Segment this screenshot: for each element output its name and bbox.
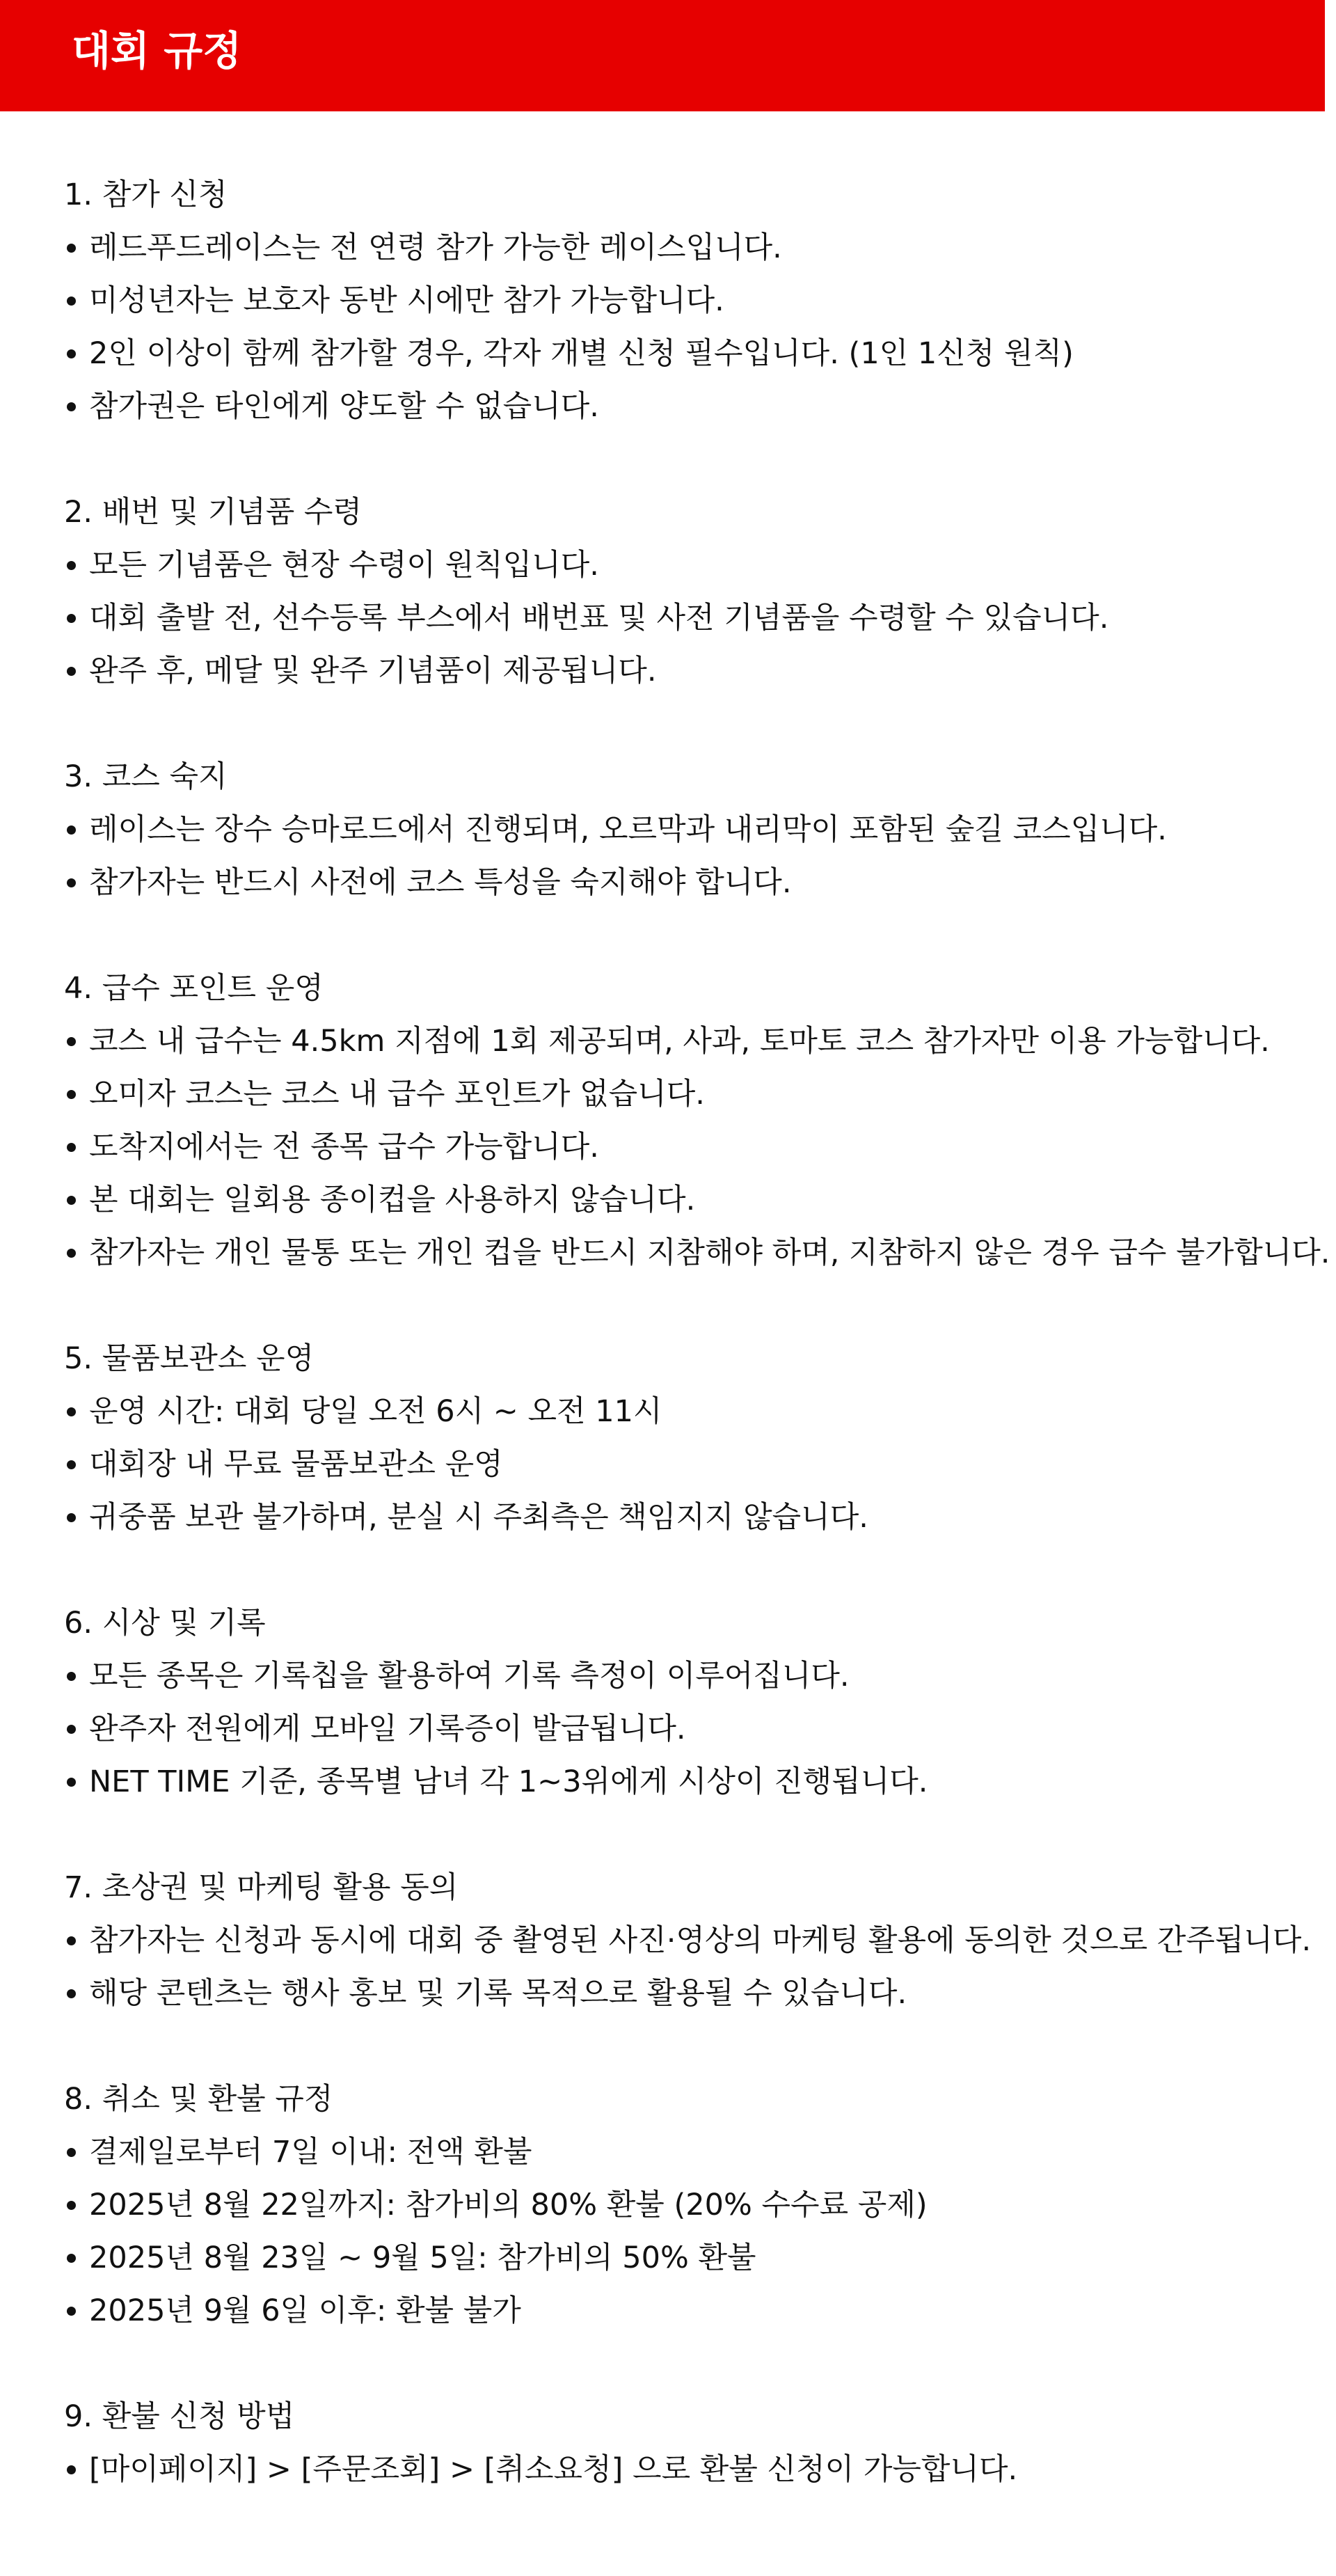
bullet-icon	[67, 2465, 76, 2474]
rule-item-text: 미성년자는 보호자 동반 시에만 참가 가능합니다.	[89, 283, 724, 318]
bullet-icon	[67, 349, 76, 358]
rule-section	[64, 1861, 1317, 2020]
rule-section	[64, 2390, 1317, 2496]
section-title: 5. 물품보관소 운영	[64, 1341, 315, 1376]
section-title: 4. 급수 포인트 운영	[64, 971, 324, 1006]
rule-item	[64, 856, 1317, 909]
rule-item	[64, 1650, 1317, 1702]
rule-item	[64, 274, 1317, 327]
rule-section	[64, 168, 1317, 433]
bullet-icon	[67, 1249, 76, 1258]
rule-item	[64, 1174, 1317, 1226]
rule-item-text: 귀중품 보관 불가하며, 분실 시 주최측은 책임지지 않습니다.	[89, 1500, 868, 1535]
rule-item-text: 운영 시간: 대회 당일 오전 6시 ~ 오전 11시	[89, 1394, 662, 1429]
rule-item-text: [마이페이지] > [주문조회] > [취소요청] 으로 환불 신청이 가능합니다.	[89, 2452, 1018, 2487]
rule-item	[64, 1702, 1317, 1755]
section-title: 7. 초상권 및 마케팅 활용 동의	[64, 1870, 459, 1905]
rule-item	[64, 1385, 1317, 1438]
section-title: 6. 시상 및 기록	[64, 1606, 266, 1641]
rule-item	[64, 1438, 1317, 1491]
bullet-icon	[67, 1090, 76, 1099]
rule-section	[64, 1597, 1317, 1808]
rule-item-text: 참가자는 신청과 동시에 대회 중 촬영된 사진·영상의 마케팅 활용에 동의한 것으로 간주됩니다.	[89, 1923, 1312, 1958]
rule-item	[64, 539, 1317, 592]
rule-item-text: 완주 후, 메달 및 완주 기념품이 제공됩니다.	[89, 654, 657, 688]
section-title: 3. 코스 숙지	[64, 759, 228, 794]
rule-section	[64, 2073, 1317, 2337]
bullet-icon	[67, 1725, 76, 1734]
bullet-icon	[67, 1672, 76, 1681]
rule-section	[64, 750, 1317, 909]
rule-item	[64, 2443, 1317, 2496]
rule-item	[64, 1914, 1317, 1967]
bullet-icon	[67, 2254, 76, 2263]
page-title: 대회 규정	[72, 27, 242, 74]
rule-item-text: 대회 출발 전, 선수등록 부스에서 배번표 및 사전 기념품을 수령할 수 있습니다.	[89, 601, 1109, 635]
rule-item-text: 모든 기념품은 현장 수령이 원칙입니다.	[89, 548, 599, 583]
rule-item-text: 참가자는 개인 물통 또는 개인 컵을 반드시 지참해야 하며, 지참하지 않은 경우 급수 불가합니다.	[89, 1235, 1330, 1270]
rule-item	[64, 2231, 1317, 2284]
rule-item-text: 모든 종목은 기록칩을 활용하여 기록 측정이 이루어집니다.	[89, 1659, 850, 1693]
bullet-icon	[67, 825, 76, 835]
rule-item	[64, 1068, 1317, 1121]
rule-item-text: 코스 내 급수는 4.5km 지점에 1회 제공되며, 사과, 토마토 코스 참가자만 이용 가능합니다.	[89, 1024, 1270, 1059]
rule-item-text: 대회장 내 무료 물품보관소 운영	[89, 1447, 503, 1482]
rule-item	[64, 1491, 1317, 1544]
rule-item	[64, 1015, 1317, 1068]
bullet-icon	[67, 1143, 76, 1152]
rule-item-text: 오미자 코스는 코스 내 급수 포인트가 없습니다.	[89, 1077, 705, 1112]
rule-item	[64, 645, 1317, 697]
rule-item-text: 참가자는 반드시 사전에 코스 특성을 숙지해야 합니다.	[89, 865, 792, 900]
rule-item	[64, 2179, 1317, 2231]
rule-item	[64, 1755, 1317, 1808]
rule-item	[64, 380, 1317, 433]
rule-item	[64, 803, 1317, 856]
header-bar	[0, 0, 1325, 111]
bullet-icon	[67, 2201, 76, 2210]
rule-item	[64, 221, 1317, 274]
rule-item-text: 레드푸드레이스는 전 연령 참가 가능한 레이스입니다.	[89, 230, 782, 265]
rules-content	[64, 168, 1330, 2496]
bullet-icon	[67, 1460, 76, 1469]
rule-item-text: 해당 콘텐츠는 행사 홍보 및 기록 목적으로 활용될 수 있습니다.	[89, 1976, 907, 2011]
rule-item	[64, 1121, 1317, 1174]
rule-item-text: 레이스는 장수 승마로드에서 진행되며, 오르막과 내리막이 포함된 숲길 코스입니다.	[89, 812, 1167, 847]
bullet-icon	[67, 2148, 76, 2157]
rule-item-text: 2인 이상이 함께 참가할 경우, 각자 개별 신청 필수입니다. (1인 1신청 원칙)	[89, 336, 1074, 371]
rule-item-text: 2025년 9월 6일 이후: 환불 불가	[89, 2293, 521, 2328]
section-title: 8. 취소 및 환불 규정	[64, 2082, 333, 2117]
bullet-icon	[67, 1196, 76, 1205]
rule-section	[64, 962, 1330, 1279]
rule-item	[64, 1226, 1330, 1279]
rule-item-text: 2025년 8월 22일까지: 참가비의 80% 환불 (20% 수수료 공제)	[89, 2188, 928, 2222]
rule-item	[64, 327, 1317, 380]
bullet-icon	[67, 667, 76, 676]
rule-item-text: 2025년 8월 23일 ~ 9월 5일: 참가비의 50% 환불	[89, 2241, 756, 2275]
section-title: 9. 환불 신청 방법	[64, 2399, 295, 2434]
rule-item	[64, 2284, 1317, 2337]
rule-item	[64, 1967, 1317, 2020]
rule-item-text: 완주자 전원에게 모바일 기록증이 발급됩니다.	[89, 1712, 686, 1746]
bullet-icon	[67, 1407, 76, 1416]
bullet-icon	[67, 1989, 76, 1998]
section-title: 1. 참가 신청	[64, 177, 228, 212]
bullet-icon	[67, 2307, 76, 2316]
rule-item-text: 도착지에서는 전 종목 급수 가능합니다.	[89, 1130, 599, 1164]
bullet-icon	[67, 561, 76, 570]
bullet-icon	[67, 244, 76, 253]
rule-section	[64, 1332, 1317, 1544]
rule-item	[64, 592, 1317, 645]
section-title: 2. 배번 및 기념품 수령	[64, 495, 363, 530]
rule-item-text: 결제일로부터 7일 이내: 전액 환불	[89, 2135, 532, 2170]
bullet-icon	[67, 1037, 76, 1046]
bullet-icon	[67, 1936, 76, 1945]
bullet-icon	[67, 402, 76, 411]
rule-item-text: NET TIME 기준, 종목별 남녀 각 1~3위에게 시상이 진행됩니다.	[89, 1764, 928, 1799]
rule-item-text: 참가권은 타인에게 양도할 수 없습니다.	[89, 389, 599, 424]
bullet-icon	[67, 1778, 76, 1787]
rule-section	[64, 486, 1317, 697]
rule-item-text: 본 대회는 일회용 종이컵을 사용하지 않습니다.	[89, 1183, 696, 1217]
bullet-icon	[67, 297, 76, 306]
bullet-icon	[67, 1513, 76, 1522]
rule-item	[64, 2126, 1317, 2179]
bullet-icon	[67, 614, 76, 623]
bullet-icon	[67, 878, 76, 887]
